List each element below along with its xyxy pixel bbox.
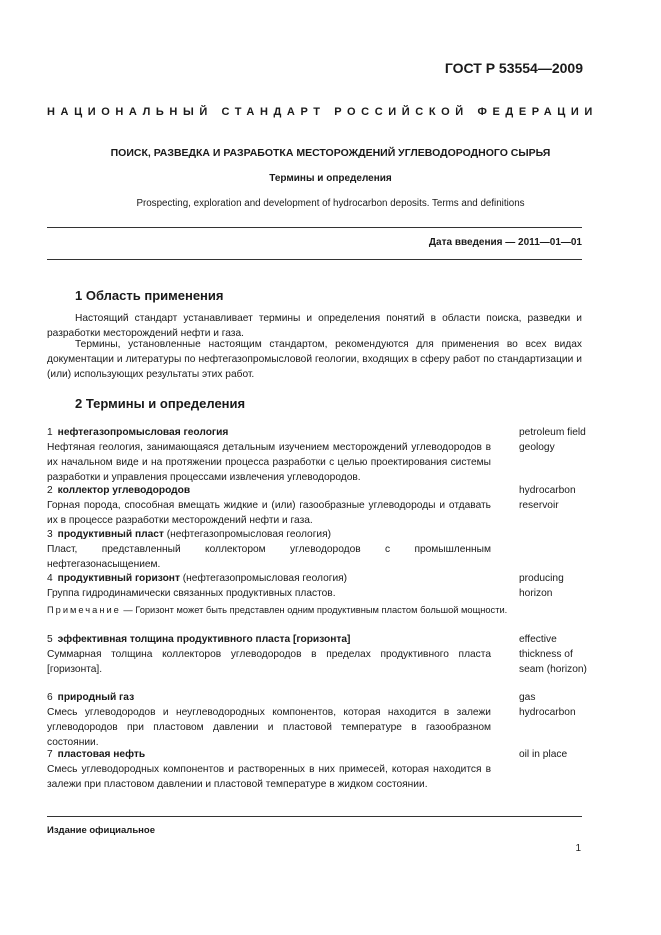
term-definition: Пласт, представленный коллектором углеводородов с промышленным нефтегазонасыщением. — [47, 544, 491, 570]
section-heading-terms: 2 Термины и определения — [75, 396, 246, 411]
term-number: 7 — [47, 749, 53, 760]
term-name: продуктивный пласт — [57, 529, 164, 540]
term-number: 5 — [47, 634, 53, 645]
document-subtitle: Термины и определения — [269, 173, 392, 184]
term-english: effective thickness of seam (horizon) — [519, 634, 587, 675]
term-definition: Группа гидродинамически связанных продуктивных пластов. — [47, 588, 336, 599]
term-english: producing horizon — [519, 573, 564, 599]
paragraph: Термины, установленные настоящим стандартом, рекомендуются для применения во всех видах документации и литературы по нефтегазопромысловой геологии, входящих в сферу работ по стандартизации и (или) использующих результаты этих работ. — [47, 339, 582, 380]
divider — [47, 259, 582, 260]
term-name: пластовая нефть — [57, 749, 146, 760]
term-entry — [47, 690, 491, 750]
note-text: — Горизонт может быть представлен одним продуктивным пластом большой мощности. — [120, 605, 508, 615]
term-english: gas hydrocarbon — [519, 692, 576, 718]
term-definition: Нефтяная геология, занимающаяся детальным изучением месторождений углеводородов в их начальном виде и на протяжении процесса разработки с целью проектирования системы разработки и управления процессами извлечения углеводородов. — [47, 442, 491, 483]
term-name: эффективная толщина продуктивного пласта [горизонта] — [57, 634, 351, 645]
term-entry — [47, 425, 491, 485]
term-number: 3 — [47, 529, 53, 540]
term-definition: Горная порода, способная вмещать жидкие и (или) газообразные углеводороды и отдавать их в процессе разработки месторождений нефти и газа. — [47, 500, 491, 526]
term-english: oil in place — [519, 749, 568, 760]
term-definition: Суммарная толщина коллекторов углеводородов в пределах продуктивного пласта [горизонта]. — [47, 649, 491, 675]
term-number: 2 — [47, 485, 53, 496]
term-entry — [47, 527, 491, 572]
edition-label: Издание официальное — [47, 825, 155, 836]
term-english: hydrocarbon reservoir — [519, 485, 576, 511]
section-heading-scope: 1 Область применения — [75, 288, 224, 303]
term-definition: Смесь углеводородных компонентов и растворенных в них примесей, которая находится в залежи при пластовом давлении и пластовой температуре в жидком состоянии. — [47, 764, 491, 790]
note-label: Примечание — [47, 605, 121, 615]
term-entry — [47, 747, 491, 792]
term-name: продуктивный горизонт — [57, 573, 180, 584]
term-entry — [47, 483, 491, 528]
term-name: коллектор углеводородов — [57, 485, 191, 496]
term-name: природный газ — [57, 692, 135, 703]
document-title: ПОИСК, РАЗВЕДКА И РАЗРАБОТКА МЕСТОРОЖДЕНИЙ УГЛЕВОДОРОДНОГО СЫРЬЯ — [110, 147, 551, 159]
divider — [47, 227, 582, 228]
term-entry — [47, 571, 491, 601]
term-english: petroleum field geology — [519, 427, 586, 453]
term-number: 4 — [47, 573, 53, 584]
term-entry — [47, 632, 491, 677]
introduction-date: Дата введения — 2011—01—01 — [428, 237, 582, 248]
national-standard-banner: НАЦИОНАЛЬНЫЙ СТАНДАРТ РОССИЙСКОЙ ФЕДЕРАЦИИ — [47, 106, 598, 118]
divider — [47, 816, 582, 817]
term-number: 6 — [47, 692, 53, 703]
note — [47, 604, 582, 617]
document-code: ГОСТ Р 53554—2009 — [444, 60, 583, 76]
term-qualifier: (нефтегазопромысловая геология) — [179, 573, 348, 584]
term-qualifier: (нефтегазопромысловая геология) — [163, 529, 332, 540]
term-definition: Смесь углеводородов и неуглеводородных компонентов, которая находится в залежи углеводородов при пластовом давлении и пластовой температуре в газообразном состоянии. — [47, 707, 491, 748]
english-title: Prospecting, exploration and development of hydrocarbon deposits. Terms and definitions — [136, 198, 525, 209]
term-name: нефтегазопромысловая геология — [57, 427, 229, 438]
page-number: 1 — [575, 843, 581, 854]
term-number: 1 — [47, 427, 53, 438]
paragraph: Настоящий стандарт устанавливает термины и определения понятий в области поиска, разведки и разработки месторождений нефти и газа. — [47, 313, 582, 339]
